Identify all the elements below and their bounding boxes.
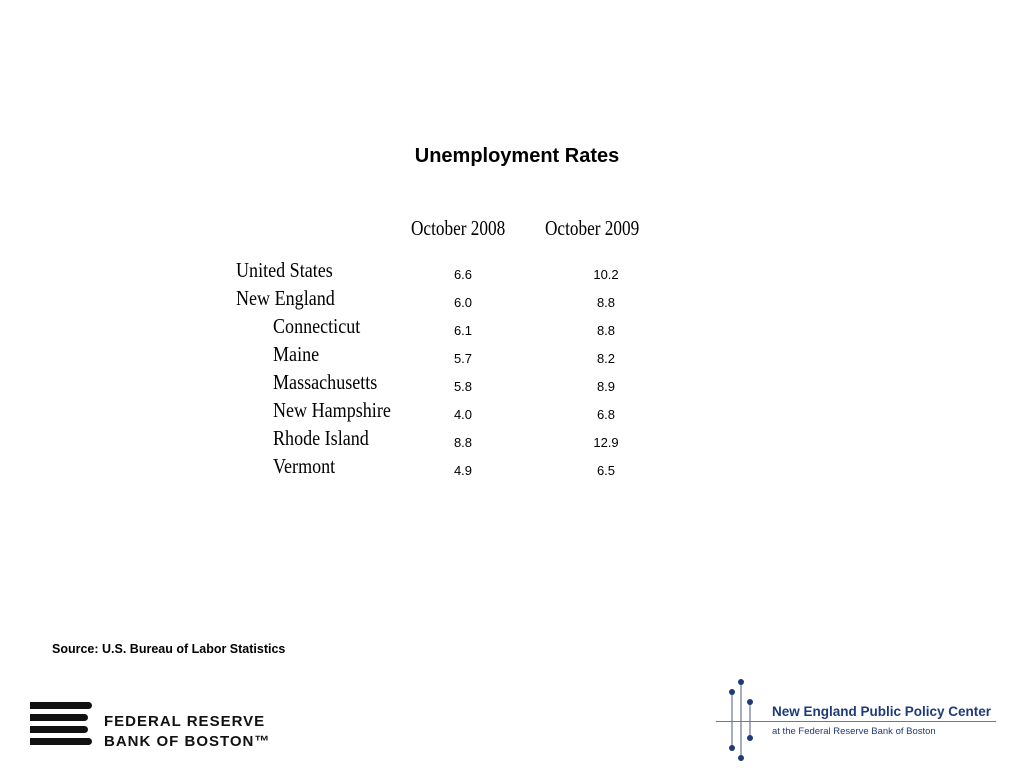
cell-oct-2008: 4.9: [453, 463, 473, 478]
cell-oct-2008: 6.0: [453, 295, 473, 310]
cell-oct-2009: 8.8: [596, 323, 616, 338]
row-label: Maine: [273, 342, 320, 366]
cell-oct-2009: 6.8: [596, 407, 616, 422]
cell-oct-2009: 10.2: [593, 267, 619, 282]
row-label: Rhode Island: [273, 426, 369, 450]
frb-line-2: BANK OF BOSTON™: [104, 733, 271, 750]
row-label: Connecticut: [273, 314, 361, 338]
neppc-title: New England Public Policy Center: [772, 704, 992, 719]
cell-oct-2009: 8.9: [596, 379, 616, 394]
cell-oct-2008: 5.8: [453, 379, 473, 394]
cell-oct-2008: 6.6: [453, 267, 473, 282]
cell-oct-2009: 8.2: [596, 351, 616, 366]
cell-oct-2009: 12.9: [593, 435, 619, 450]
row-label: Massachusetts: [273, 370, 378, 394]
cell-oct-2009: 6.5: [596, 463, 616, 478]
chart-title: Unemployment Rates: [414, 145, 620, 167]
row-label: United States: [236, 258, 333, 282]
column-header-oct-2008: October 2008: [411, 216, 506, 240]
cell-oct-2008: 6.1: [453, 323, 473, 338]
row-label: Vermont: [273, 454, 336, 478]
row-label: New England: [236, 286, 335, 310]
cell-oct-2008: 4.0: [453, 407, 473, 422]
federal-reserve-logo: [30, 700, 300, 755]
frb-line-1: FEDERAL RESERVE: [104, 713, 266, 730]
neppc-subtitle: at the Federal Reserve Bank of Boston: [772, 726, 936, 737]
column-header-oct-2009: October 2009: [545, 216, 640, 240]
cell-oct-2008: 5.7: [453, 351, 473, 366]
source-note: Source: U.S. Bureau of Labor Statistics: [52, 642, 286, 656]
row-label: New Hampshire: [273, 398, 391, 422]
neppc-logo: [712, 678, 1012, 763]
cell-oct-2008: 8.8: [453, 435, 473, 450]
neppc-divider: [716, 721, 996, 722]
cell-oct-2009: 8.8: [596, 295, 616, 310]
